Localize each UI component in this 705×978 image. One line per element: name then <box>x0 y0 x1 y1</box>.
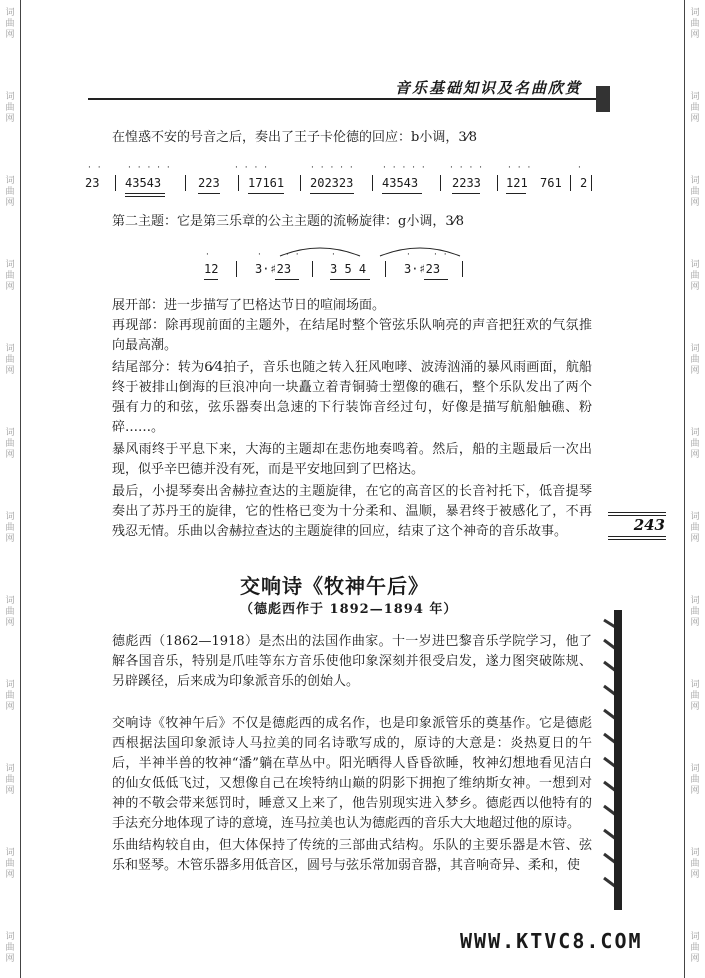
watermark-text: 词 曲 网 <box>5 596 15 628</box>
site-watermark: WWW.KTVC8.COM <box>460 929 643 953</box>
watermark-text: 词 曲 网 <box>690 596 700 628</box>
watermark-text: 词 曲 网 <box>690 764 700 796</box>
notation-group: 202323 <box>310 176 354 190</box>
paragraph: 最后，小提琴奏出舍赫拉查达的主题旋律，在它的高音区的长音衬托下，低音提琴奏出了苏丹王的旋律，它的性格已变为十分柔和、温顺，暴君终于被感化了，不再残忍无情。乐曲以舍赫拉查达的主题旋律的回应，结束了这个神奇的音乐故事。 <box>112 484 592 539</box>
running-header: 音乐基础知识及名曲欣赏 <box>395 79 583 97</box>
watermark-text: 词 曲 网 <box>5 176 15 208</box>
theme2-line: 第二主题：它是第三乐章的公主主题的流畅旋律：g小调，3⁄8 <box>112 214 465 229</box>
watermark-text: 词 曲 网 <box>5 428 15 460</box>
paragraph: 再现部：除再现前面的主题外，在结尾时整个管弦乐队响亮的声音把狂欢的气氛推向最高潮。 <box>112 318 592 353</box>
intro-line: 在惶惑不安的号音之后，奏出了王子卡伦德的回应：b小调，3⁄8 <box>112 130 478 145</box>
notation-group: 43543 <box>125 176 162 190</box>
spine-decoration <box>600 610 624 910</box>
notation-group: 23 <box>85 176 100 190</box>
section-title: 交响诗《牧神午后》 <box>240 574 429 598</box>
page-number: 243 <box>633 516 665 534</box>
watermark-text: 词 曲 网 <box>5 848 15 880</box>
section-subtitle: （德彪西作于 1892—1894 年） <box>240 602 458 617</box>
watermark-text: 词 曲 网 <box>690 92 700 124</box>
notation-group: 3·♯23 <box>255 262 292 276</box>
notation-group: 223 <box>198 176 220 190</box>
right-watermark-column <box>683 0 705 978</box>
notation-group: 43543 <box>382 176 419 190</box>
watermark-text: 词 曲 网 <box>5 932 15 964</box>
watermark-text: 词 曲 网 <box>5 680 15 712</box>
watermark-text: 词 曲 网 <box>5 8 15 40</box>
paragraph: 暴风雨终于平息下来，大海的主题却在悲伤地奏鸣着。然后，船的主题最后一次出现，似乎辛巴德并没有死，而是平安地回到了巴格达。 <box>112 442 592 477</box>
header-cap-block <box>596 86 610 112</box>
notation-group: 2 <box>580 176 588 190</box>
watermark-text: 词 曲 网 <box>5 512 15 544</box>
paragraph: 交响诗《牧神午后》不仅是德彪西的成名作，也是印象派管乐的奠基作。它是德彪西根据法国印象派诗人马拉美的同名诗歌写成的，原诗的大意是：炎热夏日的午后，半神半兽的牧神“潘”躺在草丛中。阳光晒得人昏昏欲睡，牧神幻想地看见洁白的仙女低低飞过，又想像自己在埃特纳山巅的阴影下拥抱了维纳斯女神。一想到对神的不敬会带来惩罚时，睡意又上来了，他告别现实进入梦乡。德彪西以他特有的手法充分地体现了诗的意境，连马拉美也认为德彪西的音乐大大地超过他的原诗。 <box>112 716 592 831</box>
left-watermark-column <box>0 0 22 978</box>
paragraph: 德彪西（1862—1918）是杰出的法国作曲家。十一岁进巴黎音乐学院学习，他了解各国音乐，特别是爪哇等东方音乐使他印象深刻并很受启发，遂力图突破陈规、另辟蹊径，后来成为印象派音乐的创始人。 <box>112 634 592 689</box>
watermark-text: 词 曲 网 <box>690 848 700 880</box>
watermark-text: 词 曲 网 <box>690 680 700 712</box>
watermark-text: 词 曲 网 <box>690 260 700 292</box>
paragraph: 乐曲结构较自由，但大体保持了传统的三部曲式结构。乐队的主要乐器是木管、弦乐和竖琴。木管乐器多用低音区，圆号与弦乐常加弱音器，其音响奇异、柔和，使 <box>112 838 592 873</box>
notation-group: 3 5 4 <box>330 262 367 276</box>
paragraph: 结尾部分：转为6⁄4拍子，音乐也随之转入狂风咆哮、波涛汹涌的暴风雨画面，航船终于被排山倒海的巨浪冲向一块矗立着青铜骑士塑像的礁石，整个乐队发出了两个强有力的和弦，弦乐器奏出急速的下行装饰音经过句，好像是描写航船触礁、粉碎……。 <box>112 360 592 435</box>
notation-group: 12 <box>204 262 219 276</box>
watermark-text: 词 曲 网 <box>690 176 700 208</box>
notation-group: 121 <box>506 176 528 190</box>
notation-group: 3·♯23 <box>404 262 441 276</box>
header-rule <box>88 98 608 100</box>
notation-group: 2233 <box>452 176 481 190</box>
watermark-text: 词 曲 网 <box>690 344 700 376</box>
watermark-text: 词 曲 网 <box>5 260 15 292</box>
watermark-text: 词 曲 网 <box>690 932 700 964</box>
watermark-text: 词 曲 网 <box>5 764 15 796</box>
watermark-text: 词 曲 网 <box>5 344 15 376</box>
notation-group: 17161 <box>248 176 285 190</box>
watermark-text: 词 曲 网 <box>690 428 700 460</box>
watermark-text: 词 曲 网 <box>690 8 700 40</box>
notation-group: 761 <box>540 176 562 190</box>
watermark-text: 词 曲 网 <box>690 512 700 544</box>
paragraph: 展开部：进一步描写了巴格达节日的喧闹场面。 <box>112 298 386 313</box>
watermark-text: 词 曲 网 <box>5 92 15 124</box>
